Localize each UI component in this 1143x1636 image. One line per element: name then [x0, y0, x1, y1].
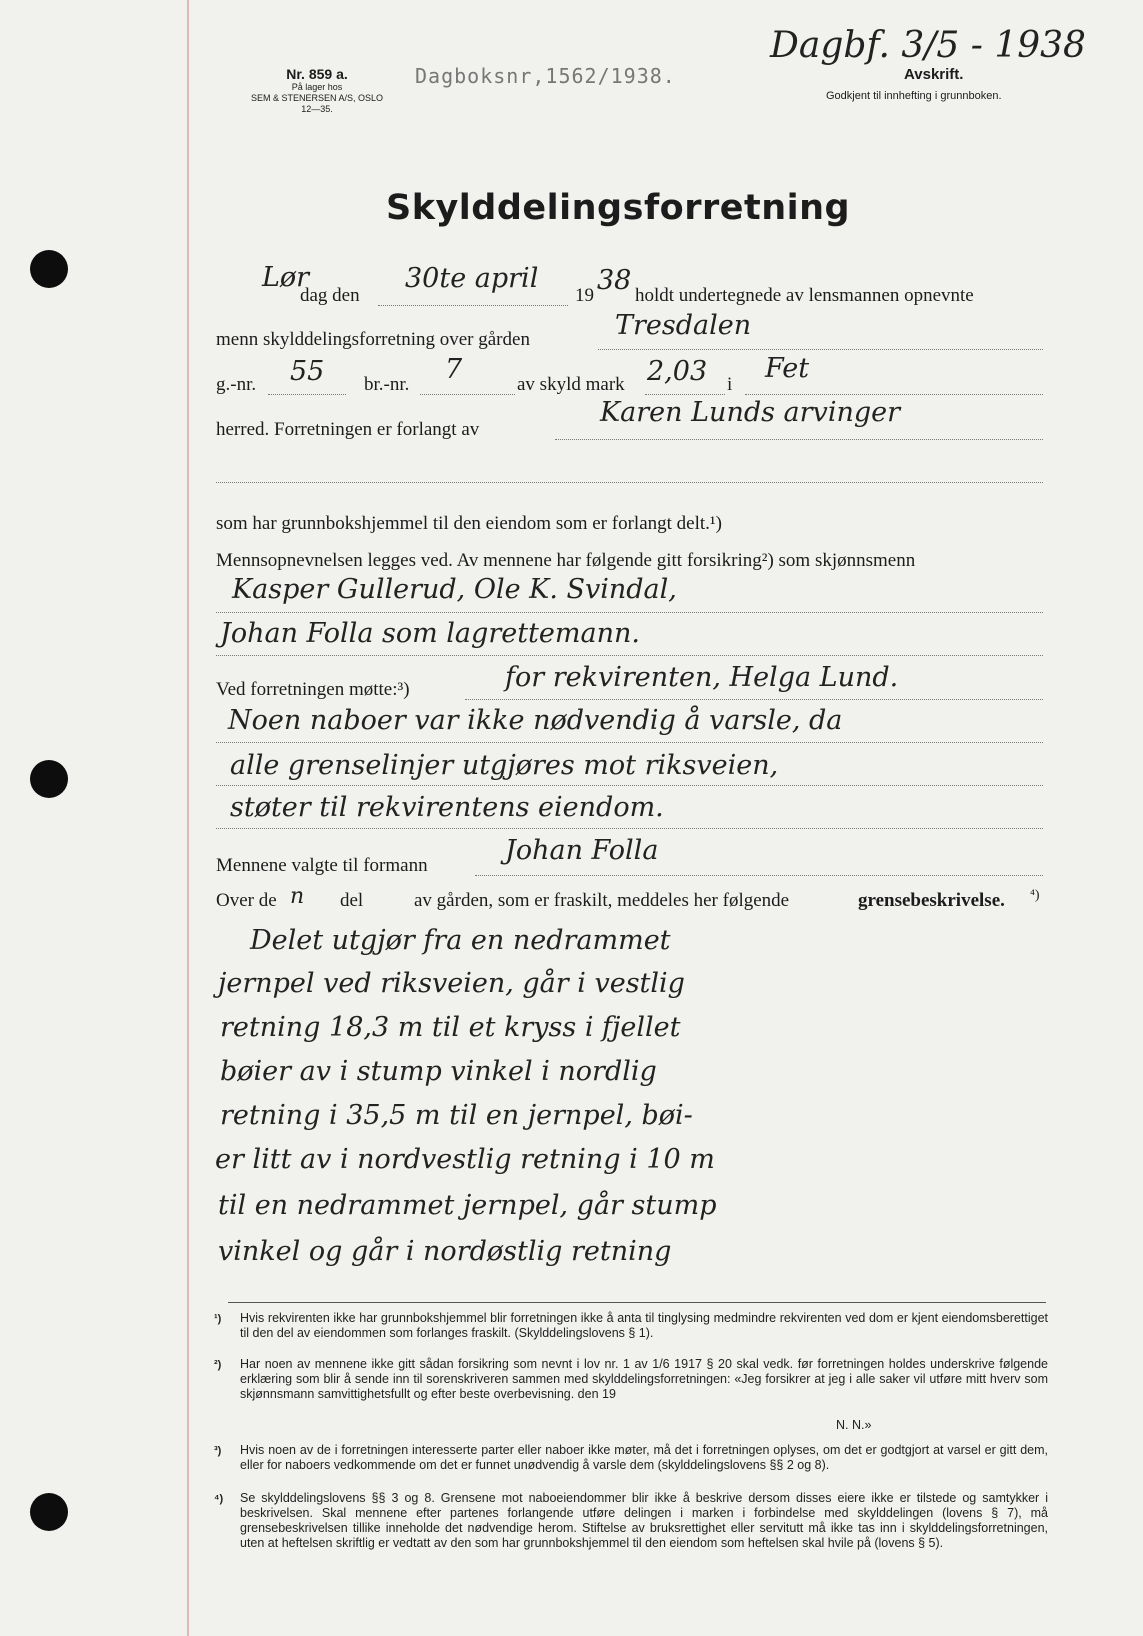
dagbok-handwritten: Dagbf. 3/5 - 1938 [770, 25, 1086, 66]
printer-imprint [232, 66, 402, 115]
description-line: er litt av i nordvestlig retning i 10 m [215, 1144, 715, 1175]
grensebeskrivelse-label: grensebeskrivelse. [858, 890, 1005, 911]
requested-by-line [555, 439, 1043, 440]
requested-by-handwritten: Karen Lunds arvinger [600, 397, 901, 428]
motte-handwritten-2: Noen naboer var ikke nødvendig å varsle, da [228, 705, 843, 736]
herred-handwritten: Fet [765, 353, 810, 384]
footnote-mark: ³) [214, 1445, 222, 1457]
formann-handwritten: Johan Folla [505, 835, 659, 866]
line1-label-a: dag den [300, 285, 360, 306]
footnote-mark: ¹) [214, 1313, 222, 1325]
requested-by-label: herred. Forretningen er forlangt av [216, 419, 480, 440]
skyld-handwritten: 2,03 [647, 356, 708, 387]
blank-line [216, 482, 1043, 483]
description-line: retning i 35,5 m til en jernpel, bøi- [220, 1100, 693, 1131]
footnote-text: Hvis noen av de i forretningen interesserte parter eller naboer ikke møter, må det i forretningen oplyses, om det er godtgjort at varsel er gitt dem, eller for naboers vedkommende om det er funnet unødvendig å varsle dem (skylddelingslovens §§ 2 og 8). [240, 1443, 1048, 1472]
printer-line: På lager hos [291, 82, 343, 92]
printer-date: 12—35. [301, 104, 333, 114]
motte-line-3 [216, 785, 1043, 786]
footnote-text: Hvis rekvirenten ikke har grunnbokshjemmel blir forretningen ikke å anta til tinglysing medmindre rekvirenten ved dom er kjent eiendomsberettiget til den del av eiendommen som forlanges fraskilt. (Skylddelingslovens § 1). [240, 1311, 1048, 1340]
line2-label: menn skylddelingsforretning over gården [216, 329, 530, 350]
avskrift-label: Avskrift. [904, 66, 964, 83]
motte-line-1 [465, 699, 1043, 700]
punch-hole-middle [30, 760, 68, 798]
herred-i-label: i [727, 374, 733, 395]
footnote-signature: N. N.» [836, 1418, 872, 1432]
motte-label: Ved forretningen møtte:³) [216, 679, 410, 700]
description-line: jernpel ved riksveien, går i vestlig [218, 968, 685, 999]
skyld-label: av skyld mark [517, 374, 625, 395]
over-label-b: del [340, 890, 364, 911]
men-handwritten-2: Johan Folla som lagrettemann. [220, 618, 640, 649]
mennsopnevnelse-text: Mennsopnevnelsen legges ved. Av mennene har følgende gitt forsikring²) som skjønnsmenn [216, 550, 916, 571]
gnr-label: g.-nr. [216, 374, 257, 395]
weekday-handwritten: Lør [262, 262, 310, 293]
gnr-field-line [268, 394, 346, 395]
margin-rule [187, 0, 189, 1636]
date-field-line [378, 305, 568, 306]
description-line: bøier av i stump vinkel i nordlig [220, 1056, 657, 1087]
motte-handwritten-4: støter til rekvirentens eiendom. [230, 792, 664, 823]
over-label-a: Over de [216, 890, 277, 911]
skyld-field-line [645, 394, 725, 395]
farm-handwritten: Tresdalen [615, 310, 752, 341]
punch-hole-bottom [30, 1493, 68, 1531]
footnote-mark: ²) [214, 1359, 222, 1371]
brnr-handwritten: 7 [445, 354, 463, 385]
form-number: Nr. 859 a. [286, 66, 348, 82]
men-line-2 [216, 655, 1043, 656]
year-prefix: 19 [575, 285, 594, 306]
description-line: Delet utgjør fra en nedrammet [250, 925, 671, 956]
line1-label-c: holdt undertegnede av lensmannen opnevnte [635, 285, 974, 306]
footnote-separator [228, 1302, 1046, 1303]
dagbok-stamp: Dagboksnr,1562/1938. [415, 64, 676, 88]
motte-handwritten-1: for rekvirenten, Helga Lund. [505, 662, 899, 693]
year-handwritten: 38 [597, 265, 632, 296]
brnr-field-line [420, 394, 515, 395]
footnote-text: Har noen av mennene ikke gitt sådan forsikring som nevnt i lov nr. 1 av 1/6 1917 § 20 skal vedk. før forretningen holdes underskrive følgende erklæring som blir å sende inn til sorenskriveren sammen med skylddelingsforretningen: «Jeg forsikrer at jeg i alle saker vil utføre mitt hverv som skjønnsmann samvittighetsfullt og efter beste overbevisning. den 19 [240, 1357, 1048, 1401]
footnote-text: Se skylddelingslovens §§ 3 og 8. Grensene mot naboeiendommer blir ikke å beskrive dersom disses eiere ikke er tilstede og samtykker i beskrivelsen. Skal mennene efter partenes forlangende utføre delingen i marken i forbindelse med skylddelingen (lovens § 7), må grensebeskrivelsen tillike inneholde det nødvendige herom. Stiftelse av bruksrettighet eller servitutt må ikke tas inn i skylddelingsforretningen, uten at heftelsen skriftlig er vedtatt av den som har grunnbokshjemmel til den eiendom som heftelsen skal hvile på (lovens § 5). [240, 1491, 1048, 1550]
description-line: retning 18,3 m til et kryss i fjellet [220, 1012, 681, 1043]
gnr-handwritten: 55 [290, 356, 325, 387]
formann-label: Mennene valgte til formann [216, 855, 428, 876]
men-handwritten-1: Kasper Gullerud, Ole K. Svindal, [232, 574, 677, 605]
printer-name: SEM & STENERSEN A/S, OSLO [250, 93, 384, 103]
footnote-mark: ⁴) [214, 1493, 224, 1505]
brnr-label: br.-nr. [364, 374, 410, 395]
description-line: til en nedrammet jernpel, går stump [218, 1190, 717, 1221]
motte-line-4 [216, 828, 1043, 829]
men-line-1 [216, 612, 1043, 613]
over-handwritten: n [290, 884, 305, 909]
hjemmel-text: som har grunnbokshjemmel til den eiendom som er forlangt delt.¹) [216, 513, 722, 534]
avskrift-note: Godkjent til innhefting i grunnboken. [826, 90, 1002, 102]
footnote-ref-4: ⁴) [1030, 888, 1040, 903]
date-handwritten: 30te april [405, 263, 539, 294]
formann-line [475, 875, 1043, 876]
herred-field-line [745, 394, 1043, 395]
punch-hole-top [30, 250, 68, 288]
motte-line-2 [216, 742, 1043, 743]
motte-handwritten-3: alle grenselinjer utgjøres mot riksveien, [230, 750, 779, 781]
over-label-c: av gården, som er fraskilt, meddeles her følgende [414, 890, 790, 911]
farm-field-line [598, 349, 1043, 350]
document-title: Skylddelingsforretning [386, 188, 851, 228]
description-line: vinkel og går i nordøstlig retning [218, 1236, 672, 1267]
